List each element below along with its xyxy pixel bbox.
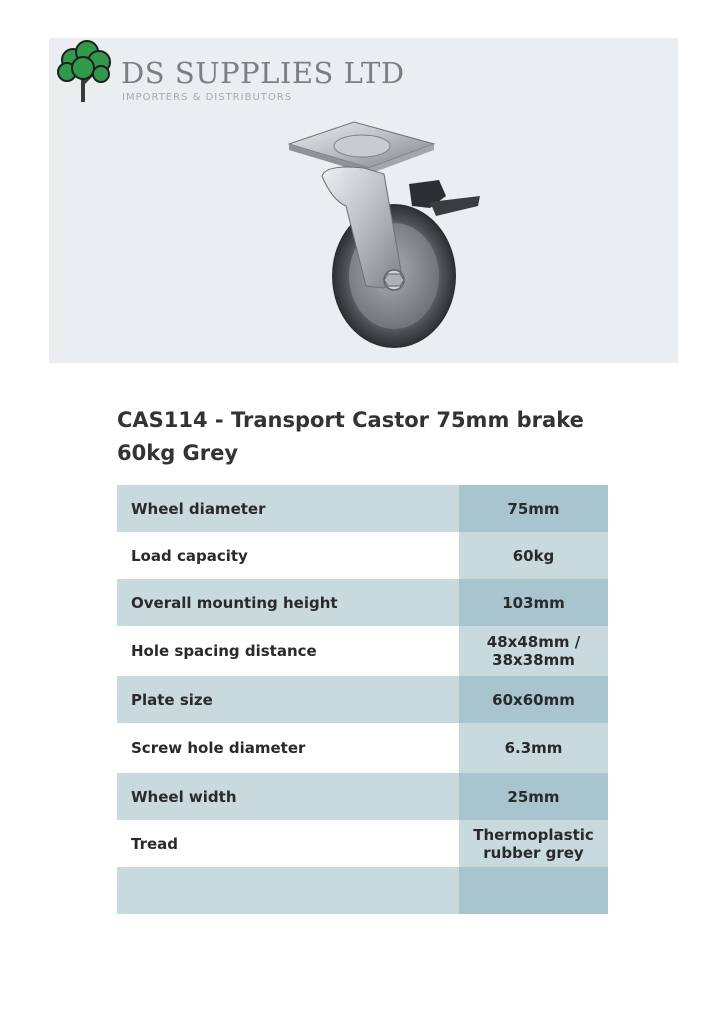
tree-logo-icon [55,40,115,104]
castor-wheel-image [234,116,484,351]
brand-name: DS SUPPLIES LTD [121,56,405,90]
spec-value: 25mm [459,773,608,820]
spec-label: Tread [117,820,459,867]
table-row [117,723,608,773]
spec-label [117,867,459,914]
table-row [117,773,608,820]
spec-label: Wheel width [117,773,459,820]
spec-label: Plate size [117,676,459,723]
spec-value: 60x60mm [459,676,608,723]
spec-value [459,867,608,914]
product-title: CAS114 - Transport Castor 75mm brake 60kg Grey [117,408,584,465]
table-row [117,820,608,867]
table-row [117,867,608,914]
table-row [117,626,608,676]
spec-label: Wheel diameter [117,485,459,532]
spec-label: Hole spacing distance [117,626,459,676]
spec-value: 6.3mm [459,723,608,773]
table-row [117,676,608,723]
spec-label: Screw hole diameter [117,723,459,773]
spec-value: 75mm [459,485,608,532]
spec-value: 103mm [459,579,608,626]
spec-value: 48x48mm / 38x38mm [459,626,608,676]
spec-value: 60kg [459,532,608,579]
spec-value: Thermoplastic rubber grey [459,820,608,867]
brand-tagline: IMPORTERS & DISTRIBUTORS [122,92,293,103]
spec-table [117,485,608,914]
table-row [117,532,608,579]
product-hero [49,38,678,363]
table-row [117,579,608,626]
spec-label: Overall mounting height [117,579,459,626]
spec-label: Load capacity [117,532,459,579]
table-row [117,485,608,532]
